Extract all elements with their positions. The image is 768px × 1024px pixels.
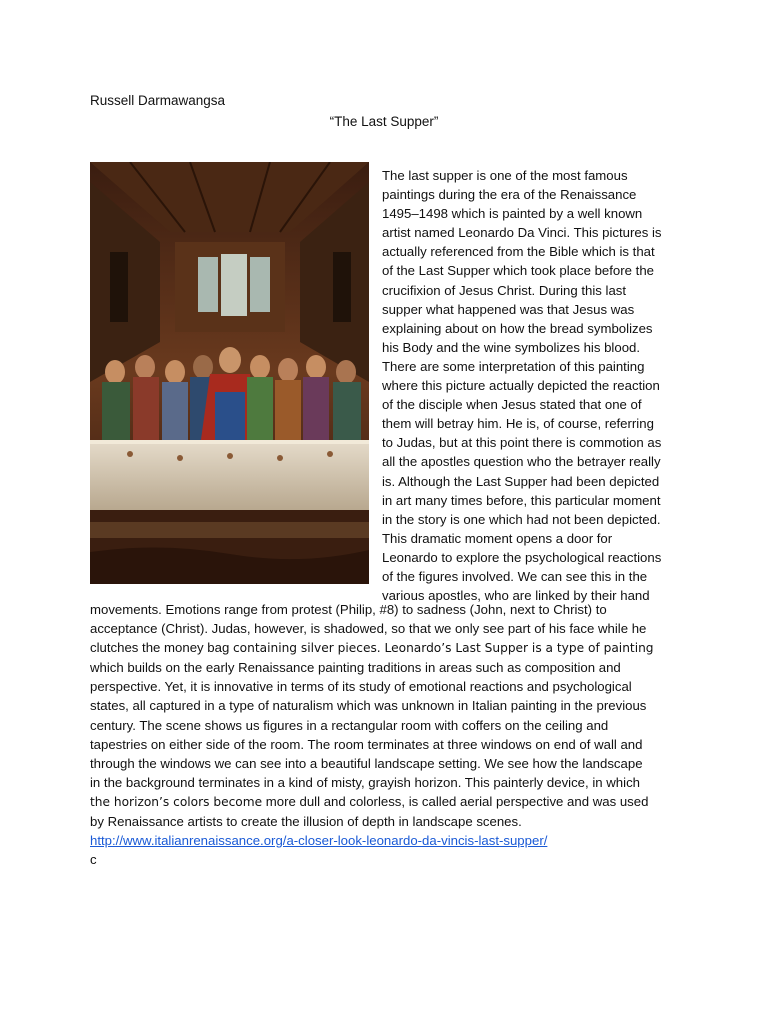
body-line: by Renaissance artists to create the illusion of depth in landscape scenes. bbox=[90, 814, 522, 830]
body-line: states, all captured in a type of naturalism which was unknown in Italian painting in the previous bbox=[90, 698, 647, 714]
last-supper-painting-image bbox=[90, 162, 369, 584]
body-line: movements. Emotions range from protest (Philip, #8) to sadness (John, next to Christ) to bbox=[90, 602, 607, 617]
intro-line: 1495–1498 which is painted by a well known bbox=[382, 206, 643, 222]
intro-line: his Body and the wine symbolizes his blood. bbox=[382, 339, 641, 355]
body-paragraph bbox=[90, 600, 690, 869]
intro-line: where this picture actually depicted the reaction bbox=[382, 378, 660, 394]
intro-line: in the story is one which had not been depicted. bbox=[382, 511, 661, 527]
body-line: through the windows we can see into a beautiful landscape setting. We see how the landscape bbox=[90, 755, 643, 771]
intro-line: artist named Leonardo Da Vinci. This pictures is bbox=[382, 225, 662, 241]
intro-line: crucifixion of Jesus Christ. During this last bbox=[382, 282, 627, 298]
document-title: “The Last Supper” bbox=[329, 114, 439, 129]
intro-line: of the Last Supper which took place before the bbox=[382, 263, 654, 279]
intro-line: in art many times before, this particular moment bbox=[382, 492, 661, 508]
intro-line: Leonardo to explore the psychological reactions bbox=[382, 549, 662, 565]
intro-line: all the apostles question who the betrayer really bbox=[382, 454, 661, 470]
intro-line: This dramatic moment opens a door for bbox=[382, 530, 613, 546]
body-line: which builds on the early Renaissance painting traditions in areas such as composition and bbox=[90, 660, 621, 676]
intro-line: various apostles, who are linked by their hand bbox=[382, 588, 650, 604]
intro-line: of the disciple when Jesus stated that one of bbox=[382, 397, 642, 413]
trailing-character: c bbox=[90, 852, 97, 868]
body-line: tapestries on either side of the room. The room terminates at three windows on end of wall and bbox=[90, 736, 643, 752]
intro-line: There are some interpretation of this painting bbox=[382, 358, 645, 374]
intro-line: to Judas, but at this point there is commotion as bbox=[382, 435, 662, 451]
body-line: perspective. Yet, it is innovative in terms of its study of emotional reactions and psychological bbox=[90, 679, 632, 695]
intro-paragraph bbox=[382, 166, 682, 605]
body-line-alt-font: containing silver pieces. Leonardo’s Last Supper is a type of painting bbox=[232, 641, 654, 656]
intro-line: explaining about on how the bread symbolizes bbox=[382, 320, 653, 336]
intro-line: of the figures involved. We can see this in the bbox=[382, 568, 648, 584]
body-line: in the background terminates in a kind of misty, grayish horizon. This painterly device, in which bbox=[90, 774, 640, 790]
intro-line: paintings during the era of the Renaissance bbox=[382, 187, 637, 203]
intro-line: The last supper is one of the most famous bbox=[382, 168, 628, 183]
body-line: acceptance (Christ). Judas, however, is shadowed, so that we only see part of his face while he bbox=[90, 621, 647, 637]
author-name: Russell Darmawangsa bbox=[90, 93, 226, 108]
body-line-alt-font: the horizon’s colors become bbox=[90, 794, 263, 809]
body-line: clutches the money bag containing silver pieces. Leonardo’s Last Supper is a type of painting bbox=[90, 640, 654, 656]
body-line: century. The scene shows us figures in a rectangular room with coffers on the ceiling and bbox=[90, 717, 609, 733]
intro-line: supper what happened was that Jesus was bbox=[382, 301, 635, 317]
intro-line: them will betray him. He is, of course, referring bbox=[382, 416, 654, 432]
body-line: the horizon’s colors become more dull and colorless, is called aerial perspective and was used bbox=[90, 793, 649, 809]
source-link[interactable]: http://www.italianrenaissance.org/a-closer-look-leonardo-da-vincis-last-supper/ bbox=[90, 833, 548, 849]
intro-line: actually referenced from the Bible which is that bbox=[382, 244, 655, 260]
intro-line: is. Although the Last Supper had been depicted bbox=[382, 473, 660, 489]
